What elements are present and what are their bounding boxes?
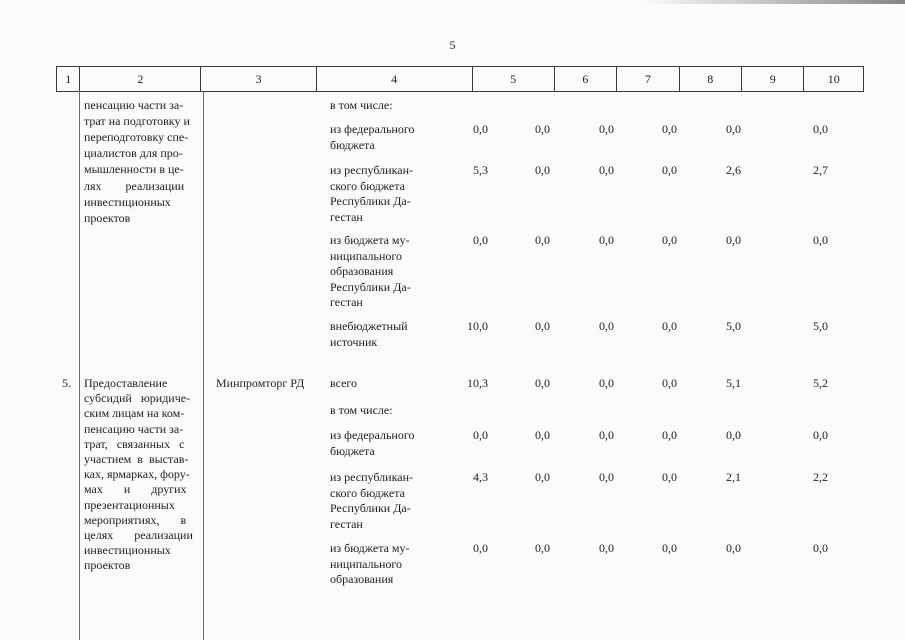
value-cell: 10,3 [467,376,488,390]
description-line: лях реализации [84,178,185,193]
value-cell: 0,0 [662,233,677,247]
column-header: 5 [473,67,555,91]
column-header: 9 [742,67,804,91]
description-line: участием в выстав- [84,452,189,466]
description-line: пенсацию части за- [84,421,184,436]
budget-table [56,66,864,640]
value-cell: 0,0 [813,233,828,247]
value-cell: 0,0 [535,233,550,247]
description-line: презентационных [84,497,175,512]
column-header: 10 [827,72,840,86]
description-line: проектов [84,210,131,225]
source-label: из бюджета му- ниципального образования Республики Да- гестан [330,233,411,309]
value-cell: 0,0 [599,428,614,442]
source-label: в том числе: [330,403,393,417]
value-cell: 10,0 [467,319,488,333]
value-cell: 0,0 [662,163,677,177]
value-cell: 0,0 [473,428,488,442]
description-line: мероприятиях, в [84,512,187,527]
source-label: в том числе: [330,98,393,112]
table-header-row [56,66,864,92]
value-cell: 0,0 [599,163,614,177]
column-header: 8 [680,67,742,91]
description-line: проектов [84,558,131,573]
value-cell: 5,3 [473,163,488,177]
source-label: из бюджета му- ниципального образования [330,541,410,586]
value-cell: 0,0 [726,233,741,247]
column-header: 3 [201,67,316,91]
source-label: из федерального бюджета [330,428,415,458]
value-cell: 0,0 [726,541,741,555]
value-cell: 0,0 [599,376,614,390]
column-header: 6 [555,67,617,91]
value-cell: 0,0 [599,233,614,247]
description-line: целях реализации [84,528,193,542]
description-line: мышленности в це- [84,162,184,177]
value-cell: 0,0 [473,122,488,136]
value-cell: 0,0 [535,470,550,484]
description-line: мах и других [84,482,187,497]
description-line: субсидий юридиче- [84,391,191,406]
value-cell: 0,0 [535,163,550,177]
description-line: инвестиционных [84,543,171,558]
value-cell: 2,7 [813,163,828,177]
value-cell: 0,0 [662,122,677,136]
column-header: 4 [317,67,473,91]
executor-label: Минпромторг РД [216,376,305,390]
value-cell: 0,0 [599,470,614,484]
source-label: внебюджетный источник [330,319,408,349]
value-cell: 0,0 [662,470,677,484]
source-label: всего [330,376,358,390]
value-cell: 0,0 [599,319,614,333]
description-line: ским лицам на ком- [84,406,185,421]
description-line: Предоставление [84,376,168,390]
description-line: пенсацию части за- [84,98,184,112]
value-cell: 0,0 [473,233,488,247]
column-divider [203,91,204,640]
page-number: 5 [449,38,456,52]
value-cell: 4,3 [473,470,488,484]
value-cell: 0,0 [662,319,677,333]
value-cell: 2,2 [813,470,828,484]
description-line: циалистов для про- [84,146,183,161]
value-cell: 0,0 [813,428,828,442]
value-cell: 0,0 [535,122,550,136]
column-header: 2 [80,67,201,91]
value-cell: 0,0 [662,376,677,390]
column-header: 7 [617,67,679,91]
description-line: трат, связанных с [84,436,185,451]
value-cell: 0,0 [535,428,550,442]
value-cell: 0,0 [662,541,677,555]
value-cell: 0,0 [599,541,614,555]
description-line: ках, ярмарках, фору- [84,467,190,482]
value-cell: 5,0 [813,319,828,333]
source-label: из республикан- ского бюджета Республики Да- гестан [330,470,413,531]
source-label: из республикан- ского бюджета Республики Да- гестан [330,163,413,224]
value-cell: 0,0 [726,428,741,442]
value-cell: 5,1 [726,376,741,390]
column-header: 1 [57,67,80,91]
value-cell: 0,0 [535,319,550,333]
description-line: инвестиционных [84,194,171,209]
value-cell: 0,0 [813,122,828,136]
value-cell: 0,0 [599,122,614,136]
value-cell: 0,0 [535,376,550,390]
value-cell: 0,0 [662,428,677,442]
value-cell: 0,0 [726,122,741,136]
description-line: переподготовку спе- [84,130,189,145]
value-cell: 2,6 [726,163,741,177]
value-cell: 2,1 [726,470,741,484]
value-cell: 0,0 [535,541,550,555]
value-cell: 5,0 [726,319,741,333]
value-cell: 0,0 [473,541,488,555]
item-number: 5. [62,376,71,390]
value-cell: 5,2 [813,376,828,390]
column-divider [79,91,80,640]
description-line: трат на подготовку и [84,114,190,129]
value-cell: 0,0 [813,541,828,555]
source-label: из федерального бюджета [330,122,415,152]
scan-edge-mark [640,0,905,4]
